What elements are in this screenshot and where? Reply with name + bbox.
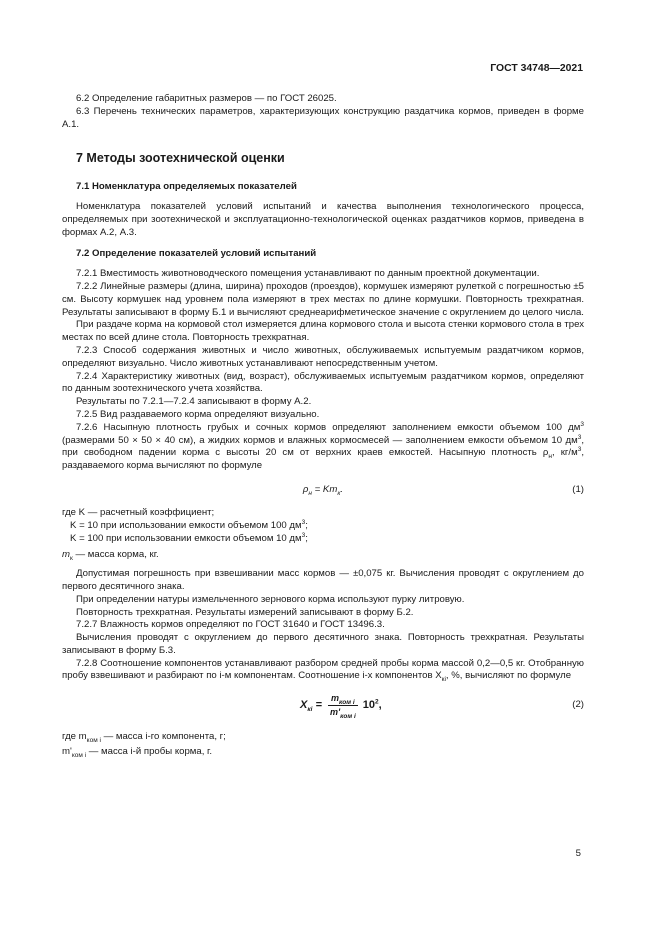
paragraph-7-1: Номенклатура показателей условий испытаний и качества выполнения технологического процесса, определяемых при зоотехнической и эксплуатационно-технологической оценках раздатчиков кормов, приведена в формах А.2, А.3. [62,200,584,238]
section-7-heading: 7 Методы зоотехнической оценки [76,151,285,166]
m-k-definition: $m_к$ — масса корма, кг. [62,549,159,563]
paragraph-7-2-4: 7.2.4 Характеристику животных (вид, возраст), обслуживаемых испытуемым раздатчиком кормов, определяют по данным зоотехнического учета хозяйства. [62,370,584,395]
k-100-definition: K = 100 при использовании емкости объемом 10 $дм^3$; [70,531,308,544]
paragraph-7-2-8: 7.2.8 Соотношение компонентов устанавливают разбором средней пробы корма массой 0,2—0,5 кг. Отобранную пробу взвешивают и разбирают по i-м компонентам. Соотношение i-х компонентов $X_{кi}$, %, вычисляют по формуле [62,657,584,684]
paragraph-7-2-5: 7.2.5 Вид раздаваемого корма определяют визуально. [76,408,320,420]
paragraph-7-2-2: 7.2.2 Линейные размеры (длина, ширина) проходов (проездов), кормушек измеряют рулеткой с погрешностью ±5 см. Высоту кормушек над уровнем пола измеряют в трех местах по длине кормушки. Повторность трехкратная. Результаты записывают в форму Б.1 и вычисляют среднеарифметическое значение с округлением до целого числа. [62,280,584,318]
section-7-1-heading: 7.1 Номенклатура определяемых показателей [76,181,297,193]
paragraph-6-3: 6.3 Перечень технических параметров, характеризующих конструкцию раздатчика кормов, приведен в форме А.1. [62,105,584,130]
formula-2-where-m: где $m_{ком i}$ — масса i-го компонента, г; [62,731,226,745]
formula-1-where: где K — расчетный коэффициент; [62,506,215,518]
k-10-definition: K = 10 при использовании емкости объемом 100 $дм^3$; [70,518,308,531]
formula-2-number: (2) [572,699,584,711]
section-7-2-heading: 7.2 Определение показателей условий испытаний [76,248,317,260]
document-standard-header: ГОСТ 34748—2021 [490,63,583,74]
page-content [62,93,584,759]
paragraph-7-2-1: 7.2.1 Вместимость животноводческого помещения устанавливают по данным проектной документации. [76,268,540,280]
paragraph-grain-nature: При определении натуры измельченного зернового корма используют пурку литровую. [76,593,465,605]
paragraph-repetition-b2: Повторность трехкратная. Результаты измерений записывают в форму Б.2. [76,606,414,618]
paragraph-7-2-3: 7.2.3 Способ содержания животных и число животных, обслуживаемых испытуемым раздатчиком кормов, определяют визуально. Число животных устанавливают непосредственным учетом. [62,344,584,369]
paragraph-weighing-tolerance: Допустимая погрешность при взвешивании масс кормов — ±0,075 кг. Вычисления проводят с округлением до первого десятичного знака. [62,568,584,592]
paragraph-6-2: 6.2 Определение габаритных размеров — по ГОСТ 26025. [76,93,337,104]
paragraph-7-2-4-b: Результаты по 7.2.1—7.2.4 записывают в форму А.2. [76,396,312,408]
paragraph-7-2-6: 7.2.6 Насыпную плотность грубых и сочных кормов определяют заполнением емкости объемом 100 $дм^3$ (размерами 50 × 50 × 40 см), а жидких кормов и влажных кормосмесей — заполнением емкости объемом 10 $дм^3$, при свободном падении корма с высоты 20 см от верхних краев емкостей. Насыпную плотность $\rho_н$, $кг/м^3$, раздаваемого корма вычисляют по формуле [62,420,584,472]
page-number: 5 [575,848,581,859]
formula-2: $X_{кi}$ = $\frac{m_{ком i}}{m'_{ком i}}$ $10^2$, (2) [300,693,584,721]
formula-1: $\rho_н = Km_к$. (1) [302,483,584,497]
paragraph-7-2-7-b: Вычисления проводят с округлением до первого десятичного знака. Повторность трехкратная. Результаты записывают в форму Б.3. [62,632,584,656]
paragraph-7-2-7: 7.2.7 Влажность кормов определяют по ГОСТ 31640 и ГОСТ 13496.3. [76,619,385,631]
formula-2-where-m-prime: $m'_{ком i}$ — масса i-й пробы корма, г. [62,746,213,759]
formula-1-number: (1) [572,483,584,495]
paragraph-7-2-2-b: При раздаче корма на кормовой стол измеряется длина кормового стола и высота стенки кормового стола в трех местах по всей длине стола. Повторность трехкратная. [62,319,584,344]
